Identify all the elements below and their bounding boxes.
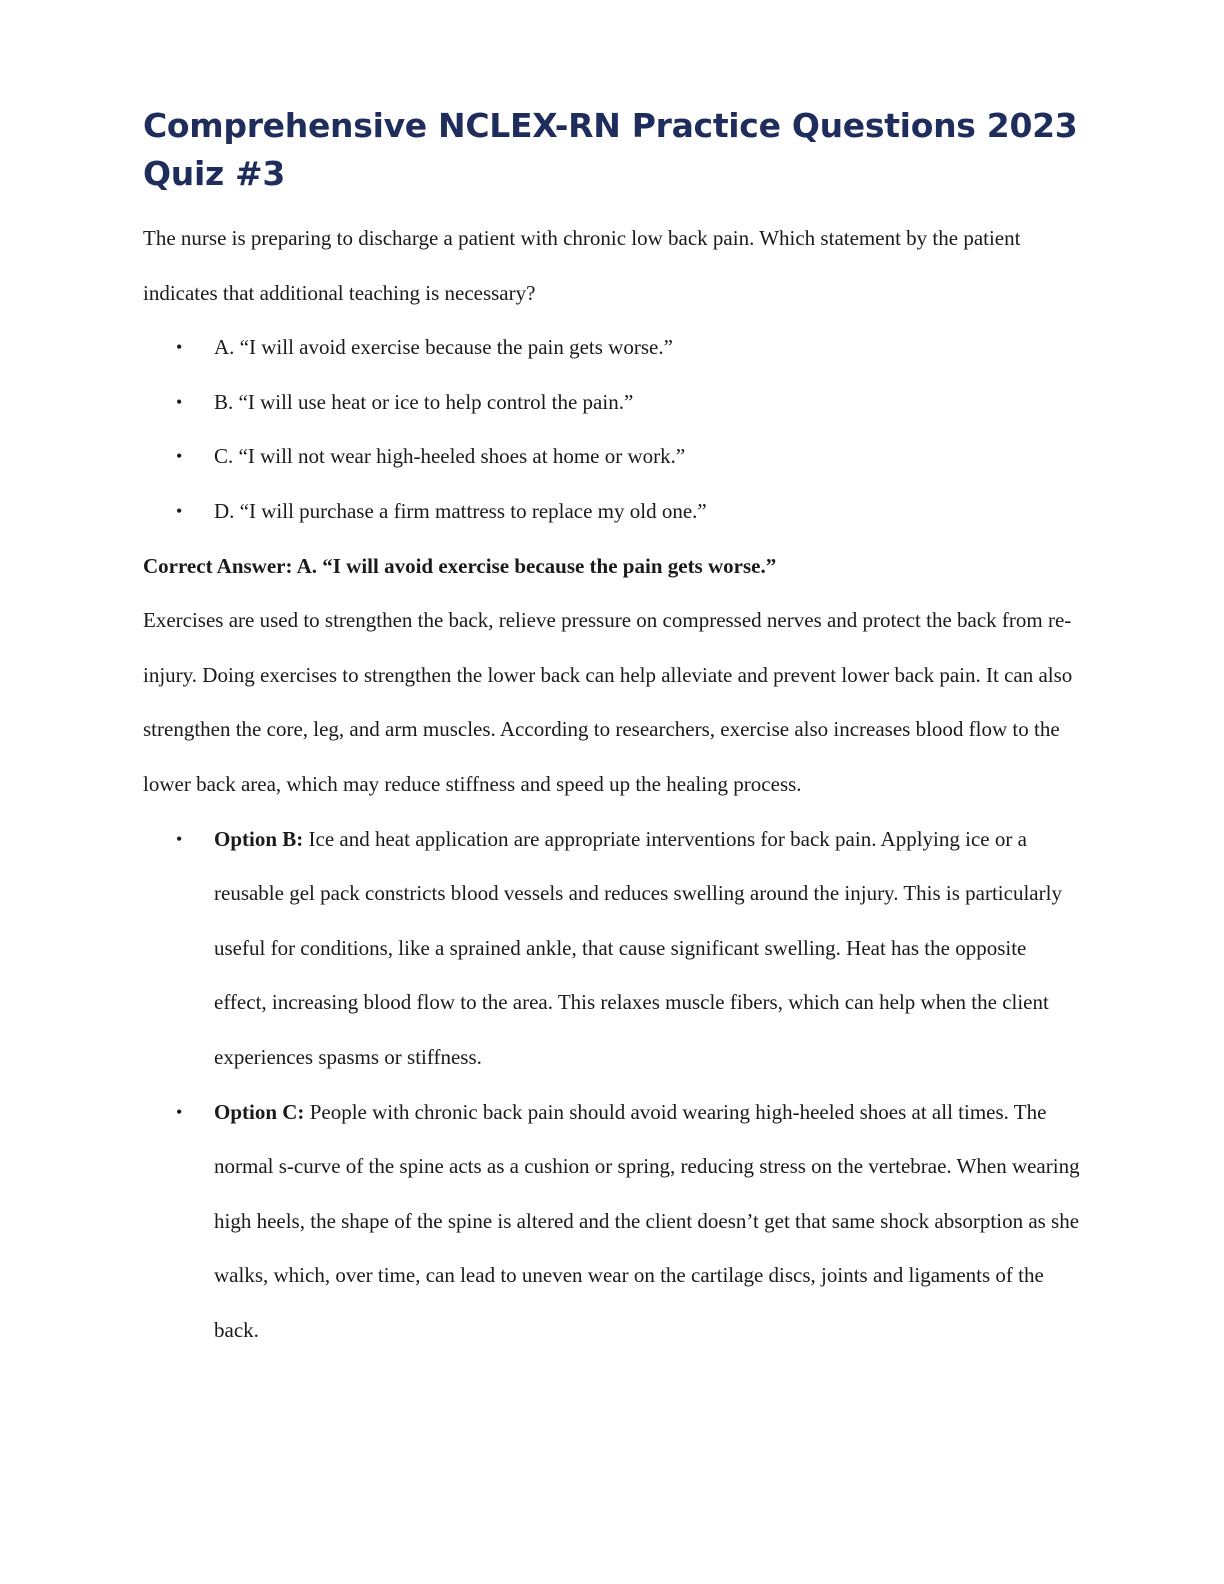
answer-options-list: [143, 320, 1083, 538]
option-b: [143, 375, 1083, 430]
option-c: [143, 429, 1083, 484]
question-text: The nurse is preparing to discharge a patient with chronic low back pain. Which statement by the patient indicates that additional teaching is necessary?: [143, 226, 1021, 305]
explanation-label: Option B:: [214, 826, 304, 851]
bullet-icon: •: [176, 446, 183, 467]
rationale-text: Exercises are used to strengthen the back, relieve pressure on compressed nerves and protect the back from re-injury. Doing exercises to strengthen the lower back can help alleviate and prevent lower back pain. It can also strengthen the core, leg, and arm muscles. According to researchers, exercise also increases blood flow to the lower back area, which may reduce stiffness and speed up the healing process.: [143, 608, 1073, 796]
explanation-option-c: [143, 1085, 1083, 1358]
option-d: [143, 484, 1083, 539]
explanations-list: [143, 812, 1083, 1358]
bullet-icon: •: [176, 828, 183, 849]
correct-answer: Correct Answer: A. “I will avoid exercise because the pain gets worse.”: [143, 553, 777, 578]
explanation-text: Ice and heat application are appropriate interventions for back pain. Applying ice or a reusable gel pack constricts blood vessels and reduces swelling around the injury. This is particularly useful for conditions, like a sprained ankle, that cause significant swelling. Heat has the opposite effect, increasing blood flow to the area. This relaxes muscle fibers, which can help when the client experiences spasms or stiffness.: [214, 826, 1062, 1069]
bullet-icon: •: [176, 500, 183, 521]
option-b-text: B. “I will use heat or ice to help control the pain.”: [214, 389, 634, 414]
bullet-icon: •: [176, 337, 183, 358]
explanation-text: People with chronic back pain should avoid wearing high-heeled shoes at all times. The normal s-curve of the spine acts as a cushion or spring, reducing stress on the vertebrae. When wearing high heels, the shape of the spine is altered and the client doesn’t get that same shock absorption as she walks, which, over time, can lead to uneven wear on the cartilage discs, joints and ligaments of the back.: [214, 1099, 1080, 1342]
option-d-text: D. “I will purchase a firm mattress to replace my old one.”: [214, 498, 707, 523]
bullet-icon: •: [176, 391, 183, 412]
explanation-label: Option C:: [214, 1099, 305, 1124]
document-page: [143, 96, 1083, 1357]
option-a: [143, 320, 1083, 375]
bullet-icon: •: [176, 1101, 183, 1122]
page-title: Comprehensive NCLEX-RN Practice Questions 2023 Quiz #3: [143, 106, 1078, 193]
option-a-text: A. “I will avoid exercise because the pain gets worse.”: [214, 335, 673, 360]
explanation-option-b: [143, 812, 1083, 1085]
option-c-text: C. “I will not wear high-heeled shoes at home or work.”: [214, 444, 686, 469]
